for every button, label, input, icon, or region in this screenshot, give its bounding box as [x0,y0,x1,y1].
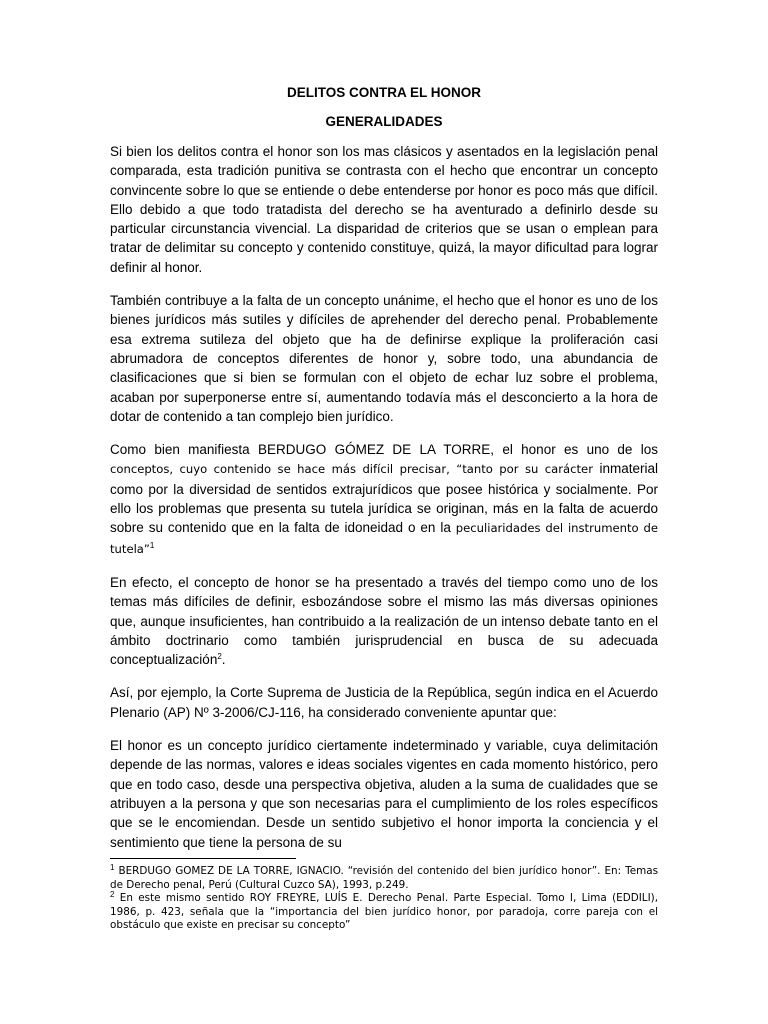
paragraph-2: También contribuye a la falta de un concepto unánime, el hecho que el honor es uno de los bienes jurídicos más sutiles y difíciles de aprehender del derecho penal. Probablemente esa extrema sutileza del objeto que ha de definirse explique la proliferación casi abrumadora de conceptos diferentes de honor y, sobre todo, una abundancia de clasificaciones que si bien se formulan con el objeto de echar luz sobre el problema, acaban por superponerse entre sí, aumentando todavía más el desconcierto a la hora de dotar de contenido a tan complejo bien jurídico. [110,293,658,424]
document-title: DELITOS CONTRA EL HONOR [286,85,481,100]
footnote-ref-1[interactable]: 1 [149,540,155,550]
footnote-2-text: En este mismo sentido ROY FREYRE, LUÍS E. Derecho Penal. Parte Especial. Tomo I, Lima (EDDILI), 1986, p. 423, señala que la “importancia del bien jurídico honor, por paradoja, corre pareja con el obstáculo que existe en precisar su concepto” [110,892,658,932]
paragraph-4 [110,573,658,669]
paragraph-6: El honor es un concepto jurídico ciertamente indeterminado y variable, cuya delimitación depende de las normas, valores e ideas sociales vigentes en cada momento histórico, pero que en todo caso, desde una perspectiva objetiva, aluden a la suma de cualidades que se atribuyen a la persona y que son necesarias para el cumplimiento de los roles específicos que se le encomiendan. Desde un sentido subjetivo el honor importa la conciencia y el sentimiento que tiene la persona de su [110,738,658,850]
section-heading: GENERALIDADES [325,114,443,129]
paragraph-1: Si bien los delitos contra el honor son los mas clásicos y asentados en la legislación penal comparada, esta tradición punitiva se contrasta con el hecho que encontrar un concepto convincente sobre lo que se entiende o debe entenderse por honor es poco más que difícil. Ello debido a que todo tratadista del derecho se ha aventurado a definirlo desde su particular circunstancia vivencial. La disparidad de criterios que se usan o emplean para tratar de delimitar su concepto y contenido constituye, quizá, la mayor dificultad para lograr definir al honor. [110,144,658,275]
footnote-ref-2[interactable]: 2 [217,652,222,662]
paragraph-3-quoted-text-b: conceptos, cuyo contenido se hace más difícil precisar, “tanto por su carácter [110,462,593,477]
footnote-1 [110,865,658,892]
document-body [110,84,658,866]
footnote-2-number: 2 [110,890,115,900]
footnotes [110,858,658,933]
footnote-1-number: 1 [110,863,115,872]
footnote-2 [110,892,658,933]
paragraph-4-end: . [221,652,226,668]
paragraph-3-text-c: inmaterial como por la diversidad de sentidos extrajurídicos que posee histórica y socialmente. Por ello los problemas que presenta su tutela jurídica se originan, más en la falta de acuerdo sobre su contenido que en la falta de idoneidad o en la [110,461,658,536]
footnote-separator [110,858,296,859]
paragraph-5: Así, por ejemplo, la Corte Suprema de Justicia de la República, según indica en el Acuerdo Plenario (AP) Nº 3-2006/CJ-116, ha considerado conveniente apuntar que: [110,685,658,720]
paragraph-4-text: En efecto, el concepto de honor se ha presentado a través del tiempo como uno de los temas más difíciles de definir, esbozándose sobre el mismo las más diversas opiniones que, aunque insuficientes, han contribuido a la realización de un intenso debate tanto en el ámbito doctrinario como también jurisprudencial en busca de su adecuada conceptualización [110,574,658,668]
paragraph-3-text-a: Como bien manifiesta BERDUGO GÓMEZ DE LA TORRE, el honor es uno de los [110,442,658,458]
footnote-1-text: BERDUGO GOMEZ DE LA TORRE, IGNACIO. “revisión del contenido del bien jurídico honor”. En: Temas de Derecho penal, Perú (Cultural Cuzco SA), 1993, p.249. [110,865,658,891]
paragraph-3-quoted-text-d: peculiaridades del instrumento de tutela” [110,521,658,556]
paragraph-3 [110,440,658,559]
